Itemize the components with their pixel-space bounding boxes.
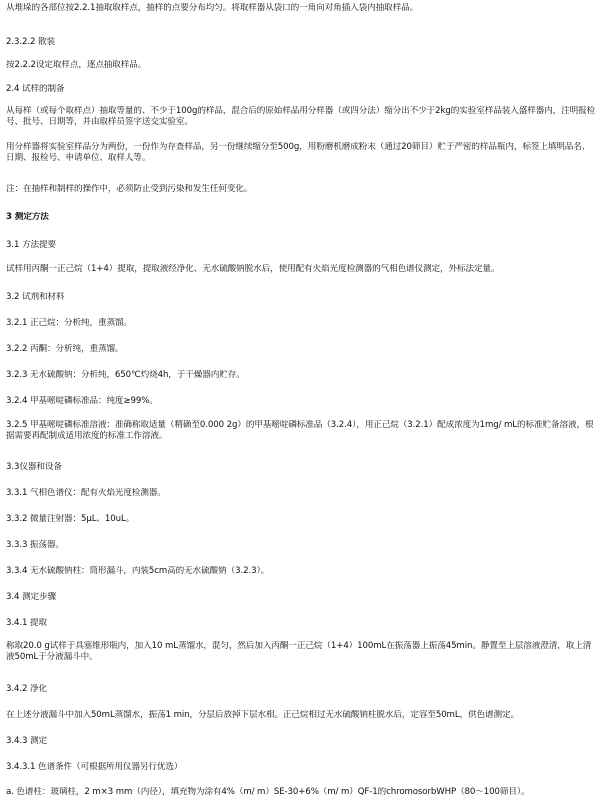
item-3-2-1: 3.2.1 正己烷：分析纯，重蒸馏。: [6, 318, 132, 328]
note-contamination: 注：在抽样和制样的操作中，必须防止受到污染和发生任何变化。: [6, 184, 253, 194]
heading-3-4-3-1: 3.4.3.1 色谱条件（可根据所用仪器另行优选）: [6, 762, 183, 772]
paragraph-cleanup: 在上述分液漏斗中加入50mL蒸馏水，振荡1 min，分层后放掉下层水相。正己烷相过无水硫酸钠柱脱水后，定容至50mL，供色谱测定。: [6, 710, 519, 720]
item-3-2-4: 3.2.4 甲基嘧啶磷标准品：纯度≥99%。: [6, 396, 158, 406]
paragraph-sample-prep: 从每样（或每个取样点）抽取等量的、不少于100g的样品，混合后的原始样品用分样器（或四分法）缩分出不少于2kg的实验室样品装入盛样器内，注明报检号、批号、日期等，并由取样员签字送交实验室。: [6, 106, 596, 127]
heading-2-4: 2.4 试样的制备: [6, 84, 65, 94]
item-3-2-5: 3.2.5 甲基嘧啶磷标准溶液：准确称取适量（精确至0.000 2g）的甲基嘧啶磷标准品（3.2.4），用正己烷（3.2.1）配成浓度为1mg/ mL的标准贮备溶液，根据需要再配制成适用浓度的标准工作溶液。: [6, 420, 594, 441]
paragraph-sampling-stack: 从堆垛的各部位按2.2.1抽取取样点，抽样的点要分布均匀。将取样器从袋口的一角向对角插入袋内抽取样品。: [6, 3, 419, 13]
heading-3-4-3: 3.4.3 测定: [6, 736, 47, 746]
heading-3-4: 3.4 测定步骤: [6, 592, 56, 602]
item-3-3-1: 3.3.1 气相色谱仪：配有火焰光度检测器。: [6, 488, 166, 498]
heading-2-3-2-2: 2.3.2.2 散装: [6, 37, 55, 47]
item-3-2-2: 3.2.2 丙酮：分析纯，重蒸馏。: [6, 344, 124, 354]
heading-3-2: 3.2 试剂和材料: [6, 292, 65, 302]
paragraph-bulk: 按2.2.2设定取样点，逐点抽取样品。: [6, 60, 147, 70]
paragraph-method: 试样用丙酮一正己烷（1+4）提取，提取液经净化、无水硫酸钠脱水后，使用配有火焰光度检测器的气相色谱仪测定，外标法定量。: [6, 264, 500, 274]
item-3-2-3: 3.2.3 无水硫酸钠：分析纯，650℃灼烧4h，于干燥器内贮存。: [6, 370, 245, 380]
heading-3: 3 测定方法: [6, 212, 49, 222]
heading-3-4-2: 3.4.2 净化: [6, 684, 47, 694]
heading-3-3: 3.3仪器和设备: [6, 462, 62, 472]
item-column: a. 色谱柱：玻璃柱，2 m×3 mm（内径），填充物为涂有4%（m/ m）SE-30+6%（m/ m）QF-1的chromosorbWHP（80～100筛目）。: [6, 787, 530, 797]
heading-3-4-1: 3.4.1 提取: [6, 618, 47, 628]
paragraph-extraction: 称取20.0 g试样于具塞锥形瓶内，加入10 mL蒸馏水，混匀，然后加入丙酮一正己烷（1+4）100mL在振荡器上振荡45min。静置至上层溶液澄清，取上清液50mL于分液漏斗中。: [6, 641, 592, 662]
item-3-3-3: 3.3.3 振荡器。: [6, 540, 64, 550]
paragraph-lab-sample: 用分样器将实验室样品分为两份，一份作为存查样品，另一份继续缩分至500g，用粉磨机磨成粉末（通过20筛目）贮于严密的样品瓶内，标签上填明品名、日期、报检号、申请单位、取样人等。: [6, 142, 591, 163]
item-3-3-4: 3.3.4 无水硫酸钠柱：筒形漏斗，内装5cm高的无水硫酸钠（3.2.3）。: [6, 566, 270, 576]
heading-3-1: 3.1 方法提要: [6, 240, 56, 250]
item-3-3-2: 3.3.2 微量注射器：5μL、10uL。: [6, 514, 135, 524]
